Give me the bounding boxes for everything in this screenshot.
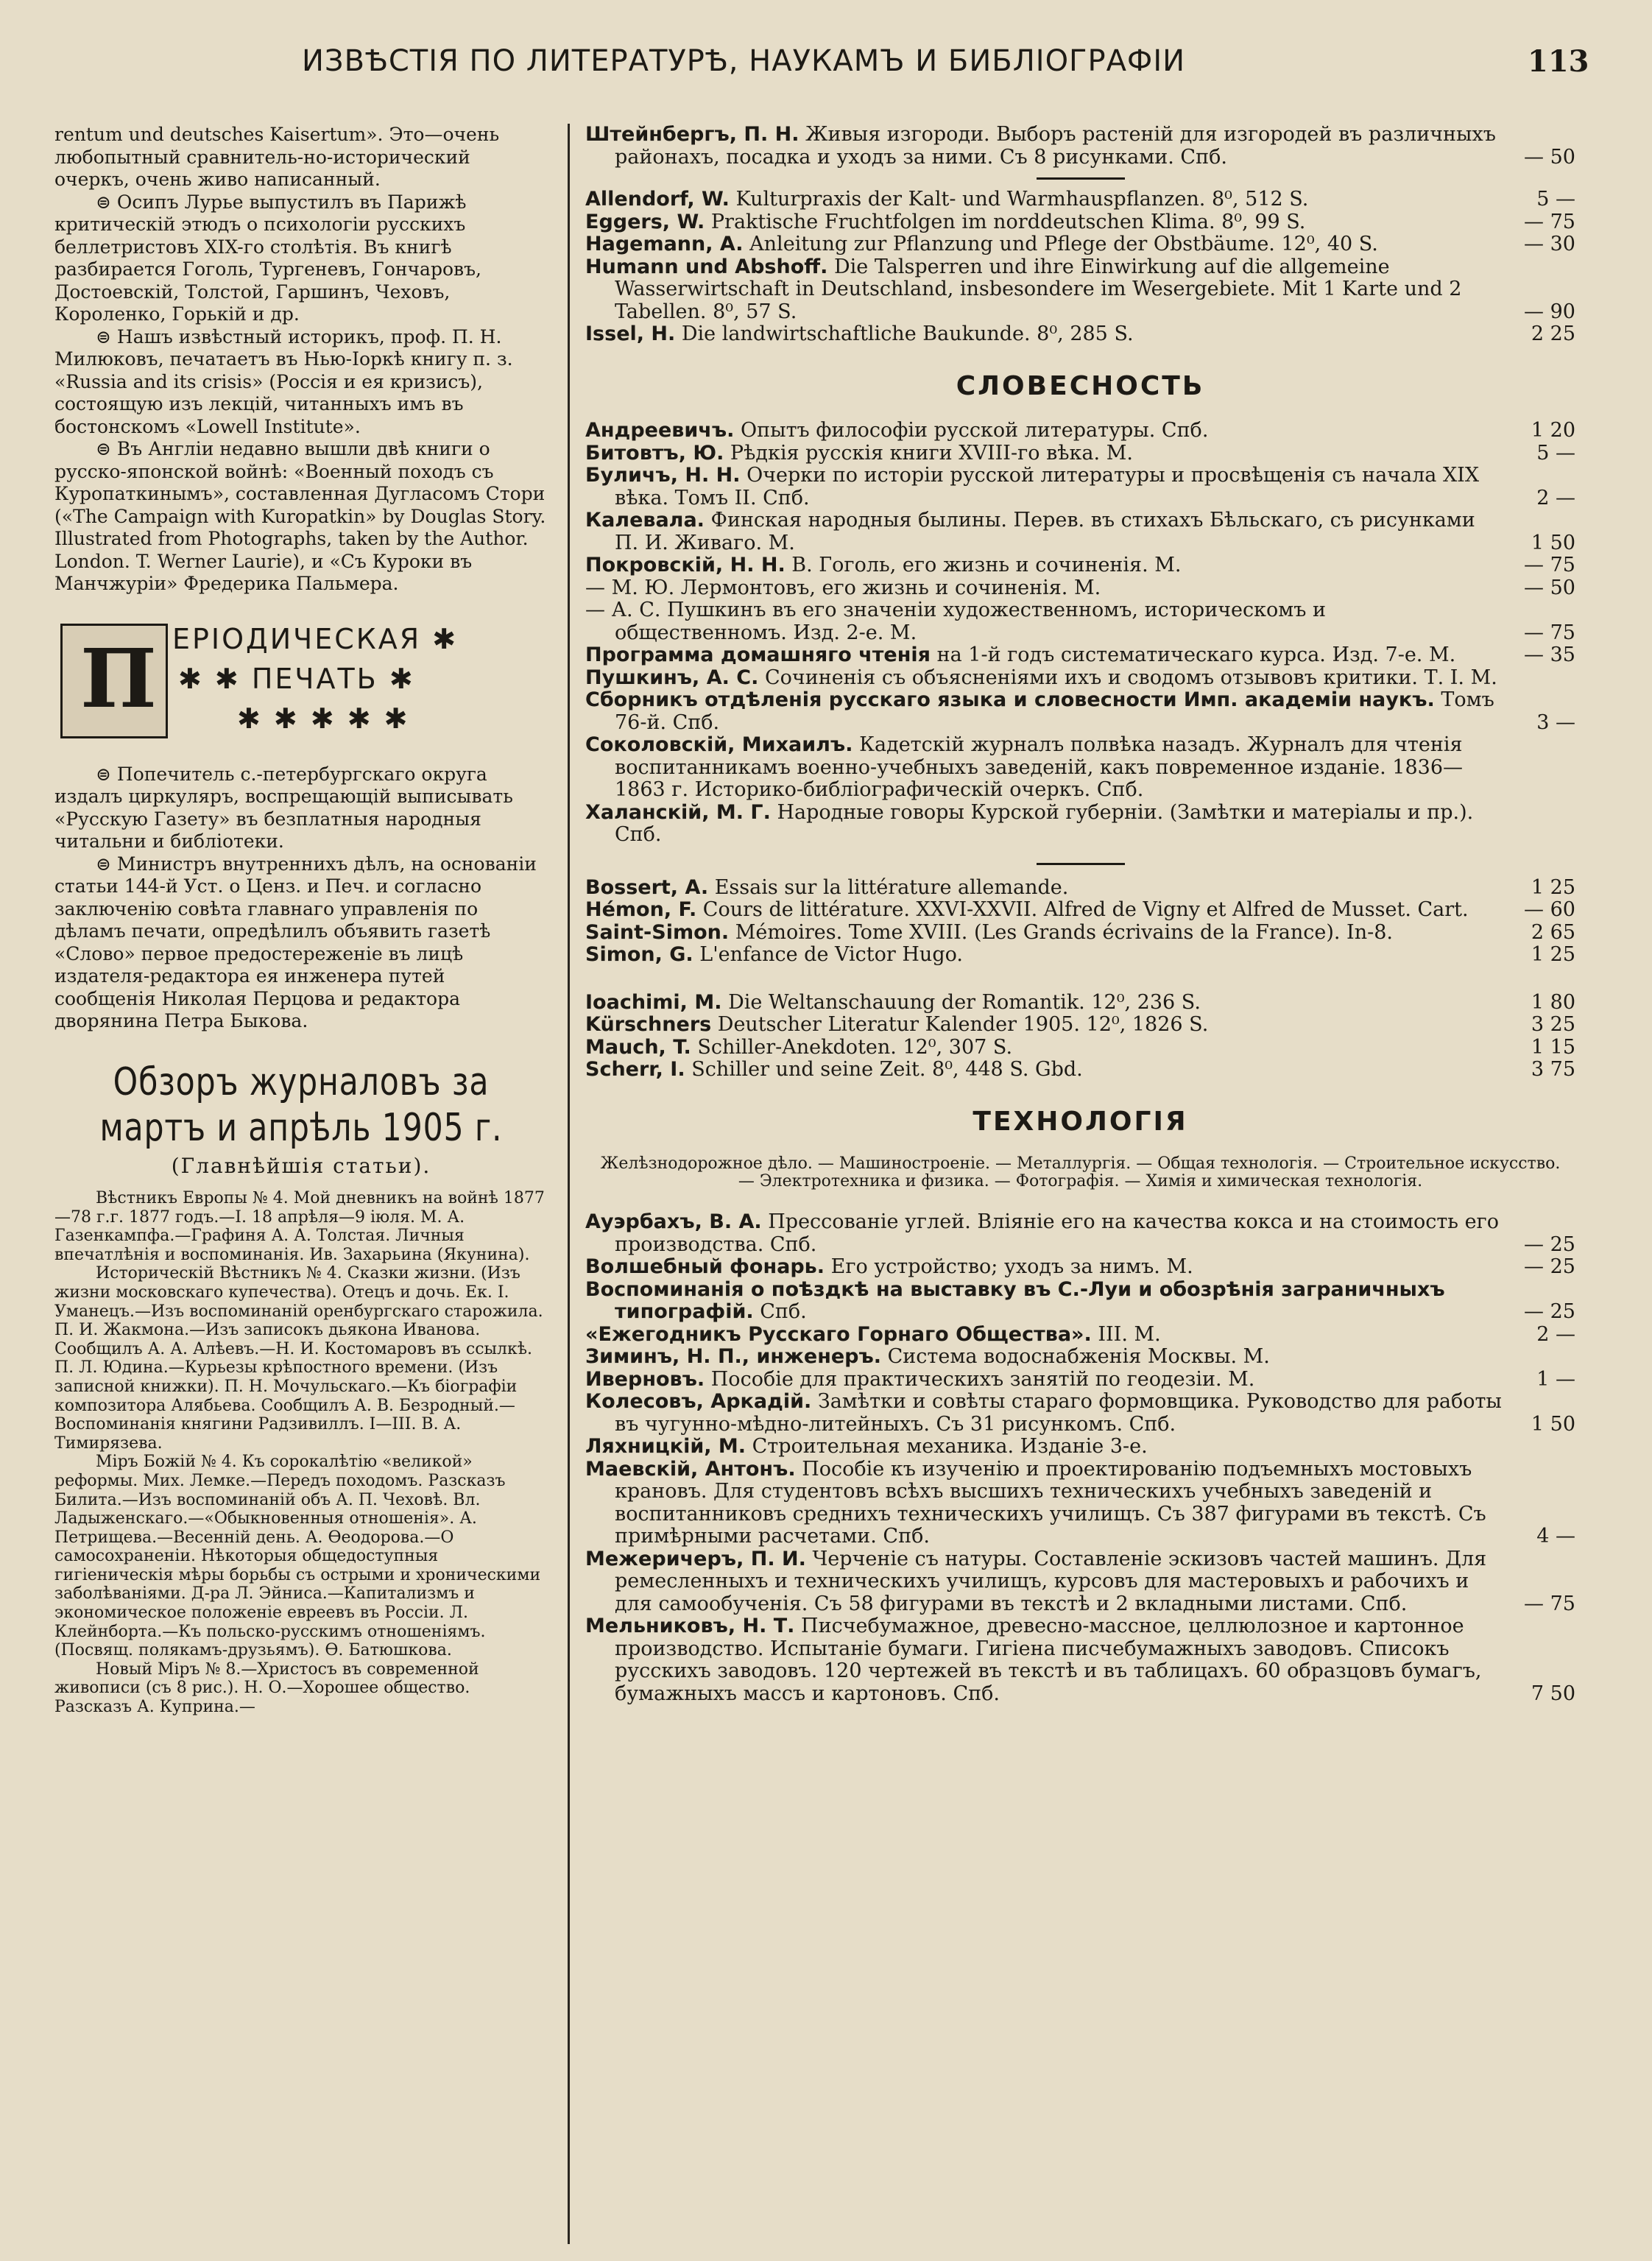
book-entry-text: [585, 1014, 1502, 1037]
review-paragraph: Вѣстникъ Европы № 4. Мой дневникъ на войнѣ 1877—78 г.г. 1877 годъ.—I. 18 апрѣля—9 іюля. М. А. Газенкампфа.—Графиня А. А. Толстая. Личныя впечатлѣнія и воспоминанія. Ив. Захарьина (Якунина).: [54, 1189, 545, 1264]
book-author: Программа домашняго чтенія: [585, 643, 931, 666]
book-title: Кадетскій журналъ полвѣка назадъ. Журналъ для чтенія воспитанникамъ военно-учебныхъ заведеній, какъ повременное изданіе. 1836—1863 г. Историко-библіографическій очеркъ. Спб.: [615, 733, 1464, 801]
book-entry-text: [585, 233, 1502, 256]
book-price: — 25: [1524, 1232, 1575, 1256]
book-author: Bossert, A.: [585, 875, 709, 899]
book-title: Живыя изгороди. Выборъ растеній для изгородей въ различныхъ районахъ, посадка и уходъ за ними. Съ 8 рисунками. Спб.: [615, 123, 1496, 169]
book-entry: [585, 689, 1575, 734]
book-entry: [585, 1346, 1575, 1369]
page-number: 113: [1528, 44, 1589, 79]
book-entry: [585, 899, 1575, 922]
book-entry: [585, 1211, 1575, 1256]
book-price: — 75: [1524, 554, 1575, 576]
book-title: Опытъ философіи русской литературы. Спб.: [741, 419, 1209, 442]
book-entry-text: [585, 734, 1502, 802]
book-author: Иверновъ.: [585, 1367, 705, 1391]
heading-line: ✱ ✱ ✱ ✱ ✱: [237, 702, 410, 735]
book-list-agriculture-de: [585, 188, 1575, 346]
book-price: 1 50: [1531, 531, 1575, 554]
review-paragraph: Новый Міръ № 8.—Христосъ въ современной живописи (съ 8 рис.). Н. О.—Хорошее общество. Разсказъ А. Куприна.—: [54, 1659, 479, 1717]
book-price: 2 65: [1531, 920, 1575, 944]
book-price: — 60: [1524, 898, 1575, 921]
book-title: Его устройство; уходъ за нимъ. М.: [830, 1255, 1193, 1278]
book-entry-text: [585, 899, 1502, 922]
book-title: — М. Ю. Лермонтовъ, его жизнь и сочиненія. М.: [585, 576, 1101, 599]
book-entry: [585, 802, 1575, 847]
news-paragraph: rentum und deutsches Kaisertum». Это—очень любопытный сравнитель-но-исторический очеркъ, очень живо написанный.: [54, 124, 500, 190]
book-title: Очерки по исторіи русской литературы и просвѣщенія съ начала XIX вѣка. Томъ II. Спб.: [615, 464, 1480, 509]
book-entry-text: [585, 211, 1502, 234]
book-author: Hagemann, A.: [585, 233, 744, 255]
book-entry-text: [585, 1346, 1502, 1369]
book-author: Межеричеръ, П. И.: [585, 1547, 806, 1570]
book-author: Kürschners: [585, 1013, 712, 1036]
column-divider: [568, 124, 570, 2244]
book-price: 1 25: [1531, 875, 1575, 899]
review-paragraph: Міръ Божій № 4. Къ сорокалѣтію «великой» реформы. Мих. Лемке.—Передъ походомъ. Разсказъ Билита.—Изъ воспоминаній объ А. П. Чеховѣ. Вл. Ладыженскаго.—«Обыкновенныя отношенія». А. Петрищева.—Весенній день. А. Ѳеодорова.—О самосохраненіи. Нѣкоторыя общедоступныя гигіеническія мѣры борьбы съ острыми и хроническими заболѣваніями. Д-ра Л. Эйниса.—Капитализмъ и экономическое положеніе евреевъ въ Россіи. Л. Клейнборта.—Къ польско-русскимъ отношеніямъ. (Посвящ. полякамъ-друзьямъ). Ѳ. Батюшкова.: [54, 1453, 541, 1660]
book-entry-text: [585, 877, 1502, 900]
book-entry-text: [585, 188, 1502, 211]
book-author: Пушкинъ, А. С.: [585, 666, 759, 689]
book-price: 1 15: [1531, 1035, 1575, 1059]
book-price: 7 50: [1531, 1682, 1575, 1705]
book-entry-text: [585, 1279, 1502, 1324]
news-paragraph: ⊜ Въ Англіи недавно вышли двѣ книги о русско-японской войнѣ: «Военный походъ съ Куропаткинымъ», составленная Дугласомъ Стори («The Campaign with Kuropatkin» by Douglas Story. Illustrated from Photographs, taken by the Author. London. T. Werner Laurie), и «Съ Куроки въ Манчжуріи» Фредерика Пальмера.: [54, 438, 546, 594]
review-subheading: (Главнѣйшія статьи).: [171, 1153, 431, 1178]
book-price: — 75: [1524, 210, 1575, 233]
book-author: Allendorf, W.: [585, 188, 730, 211]
book-entry-text: [585, 1436, 1502, 1458]
book-entry-text: [585, 124, 1502, 169]
spacer: [585, 967, 1575, 992]
book-entry-text: [585, 1369, 1502, 1391]
book-entry-text: [585, 944, 1502, 967]
book-price: 4 —: [1536, 1525, 1575, 1548]
book-entry: [585, 1256, 1575, 1279]
periodic-press-heading: [54, 622, 548, 747]
book-author: Simon, G.: [585, 943, 693, 966]
book-price: 3 25: [1531, 1013, 1575, 1036]
book-title: Финская народныя былины. Перев. въ стихахъ Бѣльскаго, съ рисунками П. И. Живаго. М.: [615, 509, 1475, 554]
book-title: на 1-й годъ систематическаго курса. Изд. 7-е. М.: [936, 643, 1456, 666]
book-title: Cours de littérature. XXVI-XXVII. Alfred de Vigny et Alfred de Musset. Cart.: [702, 898, 1469, 921]
book-entry-text: [585, 256, 1502, 324]
book-title: Черченіе съ натуры. Составленіе эскизовъ частей машинъ. Для ремесленныхъ и техническихъ училищъ, курсовъ для мастеровыхъ и рабочихъ и для самообученія. Съ 58 фигурами въ текстѣ и 2 вкладными листами. Спб.: [615, 1547, 1487, 1615]
page-title: ИЗВѢСТІЯ ПО ЛИТЕРАТУРѢ, НАУКАМЪ И БИБЛІОГРАФІИ: [302, 44, 1186, 78]
book-price: — 50: [1524, 576, 1575, 599]
news-paragraph: ⊜ Министръ внутреннихъ дѣлъ, на основаніи статьи 144-й Уст. о Ценз. и Печ. и согласно заключенію совѣта главнаго управленія по дѣламъ печати, опредѣлилъ объявить газетѣ «Слово» первое предостереженіе въ лицѣ издателя-редактора ея инженера путей сообщенія Николая Перцова и редактора дворянина Петра Быкова.: [54, 853, 537, 1031]
section-heading-slovesnost: СЛОВЕСНОСТЬ: [956, 370, 1205, 401]
book-price: — 75: [1524, 1592, 1575, 1615]
book-title: Прессованіе углей. Вліяніе его на качества кокса и на стоимость его производства. Спб.: [615, 1210, 1499, 1256]
book-list-agriculture-ru: [585, 124, 1575, 169]
book-title: Schiller und seine Zeit. 8⁰, 448 S. Gbd.: [691, 1058, 1083, 1081]
book-price: — 90: [1524, 300, 1575, 323]
book-title: Пособіе для практическихъ занятій по геодезіи. М.: [710, 1367, 1255, 1391]
book-price: 2 —: [1536, 1322, 1575, 1346]
book-entry: [585, 1279, 1575, 1324]
book-price: 3 —: [1536, 710, 1575, 734]
book-entry: [585, 233, 1575, 256]
book-entry-text: [585, 1391, 1502, 1436]
book-title: Писчебумажное, древесно-массное, целлюлозное и картонное производство. Испытаніе бумаги. Гигіена писчебумажныхъ заводовъ. Списокъ русскихъ заводовъ. 120 чертежей въ текстѣ и въ таблицахъ. 60 образцовъ бумагъ, бумажныхъ массъ и картоновъ. Спб.: [615, 1615, 1482, 1705]
book-title: Deutscher Literatur Kalender 1905. 12⁰, 1826 S.: [717, 1013, 1209, 1036]
book-entry-text: [585, 1458, 1502, 1548]
book-entry: [585, 420, 1575, 442]
book-entry: [585, 1369, 1575, 1391]
book-entry: [585, 577, 1575, 600]
book-author: Штейнбергъ, П. Н.: [585, 123, 799, 146]
book-list-literature-ru: [585, 420, 1575, 847]
book-entry: [585, 211, 1575, 234]
book-entry-text: [585, 1059, 1502, 1082]
book-entry: [585, 1324, 1575, 1347]
book-title: Kulturpraxis der Kalt- und Warmhauspflanzen. 8⁰, 512 S.: [735, 188, 1309, 211]
book-title: Die landwirtschaftliche Baukunde. 8⁰, 285 S.: [681, 322, 1134, 345]
book-entry-text: [585, 992, 1502, 1015]
book-entry: [585, 188, 1575, 211]
book-entry-text: [585, 599, 1502, 644]
book-entry: [585, 1548, 1575, 1616]
review-heading: Обзоръ журналовъ за мартъ и апрѣль 1905 г.: [99, 1059, 503, 1150]
book-author: Зиминъ, Н. П., инженеръ.: [585, 1345, 882, 1368]
book-price: 1 25: [1531, 943, 1575, 966]
book-title: Система водоснабженія Москвы. М.: [887, 1345, 1270, 1368]
book-author: Humann und Abshoff.: [585, 255, 828, 278]
book-price: 3 75: [1531, 1058, 1575, 1081]
book-price: — 50: [1524, 145, 1575, 169]
book-title: Спб.: [760, 1300, 807, 1323]
book-entry-text: [585, 442, 1502, 465]
book-title: Praktische Fruchtfolgen im norddeutschen Klima. 8⁰, 99 S.: [710, 210, 1306, 233]
book-entry: [585, 442, 1575, 465]
book-entry-text: [585, 922, 1502, 945]
book-author: Issel, H.: [585, 322, 676, 345]
book-price: — 25: [1524, 1255, 1575, 1278]
book-entry-text: [585, 323, 1502, 346]
book-title: Строительная механика. Изданіе 3-е.: [752, 1435, 1148, 1458]
ornamental-initial: [60, 624, 168, 738]
book-entry-text: [585, 1256, 1502, 1279]
initial-letter: П: [80, 630, 157, 726]
book-entry: [585, 124, 1575, 169]
book-author: Андреевичъ.: [585, 419, 735, 442]
book-author: Ляхницкій, М.: [585, 1435, 746, 1458]
left-column: [54, 124, 548, 1717]
book-title: — А. С. Пушкинъ въ его значеніи художественномъ, историческомъ и общественномъ. Изд. 2-е. М.: [585, 599, 1327, 644]
book-entry-text: [585, 509, 1502, 554]
book-entry-text: [585, 644, 1502, 667]
book-entry-text: [585, 1548, 1502, 1616]
book-title: Замѣтки и совѣты стараго формовщика. Руководство для работы въ чугунно-мѣдно-литейныхъ. Съ 31 рисункомъ. Спб.: [615, 1390, 1502, 1436]
book-author: Буличъ, Н. Н.: [585, 464, 741, 487]
book-list-literature-fr: [585, 877, 1575, 967]
book-price: 1 20: [1531, 419, 1575, 442]
book-list-technology: [585, 1211, 1575, 1705]
book-entry-text: [585, 667, 1502, 690]
book-price: 2 25: [1531, 322, 1575, 345]
news-paragraph: ⊜ Попечитель с.-петербургскаго округа издалъ циркуляръ, воспрещающій выписывать «Русскую Газету» въ безплатныя народныя читальни и библіотеки.: [54, 763, 513, 852]
book-author: Волшебный фонарь.: [585, 1255, 825, 1278]
book-entry: [585, 1615, 1575, 1705]
book-author: Сборникъ отдѣленія русскаго языка и словесности Имп. академіи наукъ.: [585, 688, 1435, 711]
book-author: Покровскій, Н. Н.: [585, 554, 786, 576]
book-entry: [585, 1436, 1575, 1458]
book-author: Mauch, T.: [585, 1035, 691, 1059]
book-author: «Ежегодникъ Русскаго Горнаго Общества».: [585, 1322, 1092, 1346]
book-entry: [585, 599, 1575, 644]
page-header: [0, 44, 1652, 88]
book-entry-text: [585, 689, 1502, 734]
book-entry-text: [585, 465, 1502, 509]
book-entry-text: [585, 1037, 1502, 1059]
book-title: Die Weltanschauung der Romantik. 12⁰, 236 S.: [728, 990, 1201, 1014]
book-title: Пособіе къ изученію и проектированію подъемныхъ мостовыхъ крановъ. Для студентовъ всѣхъ высшихъ техническихъ учебныхъ заведеній и воспитанниковъ среднихъ техническихъ училищъ. Съ 387 фигурами въ текстѣ. Съ примѣрными расчетами. Спб.: [615, 1457, 1486, 1548]
book-price: 5 —: [1536, 441, 1575, 465]
book-title: Сочиненія съ объясненіями ихъ и сводомъ отзывовъ критики. Т. I. М.: [764, 666, 1497, 689]
book-price: — 35: [1524, 643, 1575, 666]
book-title: Anleitung zur Pflanzung und Pflege der Obstbäume. 12⁰, 40 S.: [749, 233, 1378, 255]
book-price: — 25: [1524, 1300, 1575, 1323]
book-author: Hémon, F.: [585, 898, 697, 921]
book-author: Scherr, I.: [585, 1058, 685, 1081]
book-title: Essais sur la littérature allemande.: [714, 875, 1069, 899]
book-author: Saint-Simon.: [585, 920, 730, 944]
book-author: Халанскій, М. Г.: [585, 800, 771, 824]
book-author: Калевала.: [585, 509, 705, 532]
book-entry: [585, 644, 1575, 667]
book-author: Ioachimi, M.: [585, 990, 722, 1014]
book-price: 5 —: [1536, 188, 1575, 211]
book-entry: [585, 509, 1575, 554]
heading-line: ✱ ✱ ПЕЧАТЬ ✱: [178, 662, 415, 695]
book-author: Eggers, W.: [585, 210, 705, 233]
book-title: Die Talsperren und ihre Einwirkung auf die allgemeine Wasserwirtschaft in Deutschland, insbesondere im Wesergebiete. Mit 1 Karte und 2 Tabellen. 8⁰, 57 S.: [615, 255, 1462, 323]
news-paragraph: ⊜ Осипъ Лурье выпустилъ въ Парижѣ критическій этюдъ о психологіи русскихъ беллетристовъ XIX-го столѣтія. Въ книгѣ разбирается Гоголь, Тургеневъ, Гончаровъ, Достоевскій, Толстой, Гаршинъ, Чеховъ, Короленко, Горькій и др.: [54, 191, 481, 325]
book-author: Колесовъ, Аркадій.: [585, 1390, 812, 1413]
book-author: Соколовскій, Михаилъ.: [585, 733, 853, 756]
book-entry: [585, 1014, 1575, 1037]
book-title: Mémoires. Tome XVIII. (Les Grands écrivains de la France). In-8.: [735, 920, 1393, 944]
book-entry: [585, 256, 1575, 324]
book-entry: [585, 554, 1575, 577]
book-title: В. Гоголь, его жизнь и сочиненія. М.: [791, 554, 1182, 576]
book-title: Томъ 76-й. Спб.: [615, 688, 1494, 734]
book-entry: [585, 1458, 1575, 1548]
book-entry-text: [585, 1615, 1502, 1705]
book-entry-text: [585, 1211, 1502, 1256]
book-price: 2 —: [1536, 486, 1575, 509]
book-author: Ауэрбахъ, В. А.: [585, 1210, 762, 1233]
book-entry: [585, 465, 1575, 509]
separator-rule: [1037, 177, 1125, 180]
book-entry-text: [585, 554, 1502, 577]
book-price: 1 —: [1536, 1367, 1575, 1391]
book-entry: [585, 944, 1575, 967]
book-price: 1 50: [1531, 1412, 1575, 1436]
book-entry-text: [585, 577, 1502, 600]
book-price: — 30: [1524, 233, 1575, 255]
book-entry: [585, 877, 1575, 900]
book-title: III. М.: [1098, 1322, 1161, 1346]
book-title: Народные говоры Курской губерніи. (Замѣтки и матеріалы и пр.). Спб.: [615, 800, 1474, 846]
book-author: Мельниковъ, Н. Т.: [585, 1615, 795, 1637]
book-list-literature-de: [585, 992, 1575, 1082]
book-author: Воспоминанія о поѣздкѣ на выставку въ С.-Луи и обозрѣнія заграничныхъ типографій.: [585, 1277, 1445, 1323]
book-title: L'enfance de Victor Hugo.: [699, 943, 963, 966]
book-title: Schiller-Anekdoten. 12⁰, 307 S.: [697, 1035, 1013, 1059]
book-entry: [585, 1037, 1575, 1059]
separator-rule: [1037, 863, 1125, 865]
book-author: Битовтъ, Ю.: [585, 441, 724, 465]
technology-subtopics: Желѣзнодорожное дѣло. — Машиностроеніе. — Металлургія. — Общая технологія. — Строительное искусство. — Электротехника и физика. — Фотографія. — Химія и химическая технологія.: [600, 1154, 1561, 1191]
book-price: 1 80: [1531, 990, 1575, 1014]
book-entry: [585, 992, 1575, 1015]
book-entry: [585, 667, 1575, 690]
review-paragraph: Историческій Вѣстникъ № 4. Сказки жизни. (Изъ жизни московскаго купечества). Отецъ и дочь. Ек. І. Уманецъ.—Изъ воспоминаній оренбургскаго старожила. П. И. Жакмона.—Изъ записокъ дьякона Иванова. Сообщилъ А. А. Алѣевъ.—Н. И. Костомаровъ въ ссылкѣ. П. Л. Юдина.—Курьезы крѣпостного времени. (Изъ записной книжки). П. Н. Мочульскаго.—Къ біографіи композитора Алябьева. Сообщилъ А. В. Безродный.—Воспоминанія княгини Радзивиллъ. I—III. В. А. Тимирязева.: [54, 1264, 543, 1453]
right-column: [585, 124, 1575, 1705]
book-entry: [585, 323, 1575, 346]
book-title: Рѣдкія русскія книги XVIII-го вѣка. М.: [730, 441, 1133, 465]
book-entry: [585, 922, 1575, 945]
book-price: — 75: [1524, 621, 1575, 644]
section-heading-technology: ТЕХНОЛОГІЯ: [973, 1106, 1188, 1137]
book-entry-text: [585, 802, 1502, 847]
news-paragraph: ⊜ Нашъ извѣстный историкъ, проф. П. Н. Милюковъ, печатаетъ въ Нью-Іоркѣ книгу п. з. «Russia and its crisis» (Россія и ея кризисъ), состоящую изъ лекцій, читанныхъ имъ въ бостонскомъ «Lowell Institute».: [54, 325, 513, 437]
heading-line: ЕРІОДИЧЕСКАЯ ✱: [172, 622, 459, 655]
book-author: Маевскій, Антонъ.: [585, 1457, 796, 1481]
book-entry: [585, 1059, 1575, 1082]
book-entry: [585, 1391, 1575, 1436]
book-entry-text: [585, 1324, 1502, 1347]
book-entry: [585, 734, 1575, 802]
book-entry-text: [585, 420, 1502, 442]
